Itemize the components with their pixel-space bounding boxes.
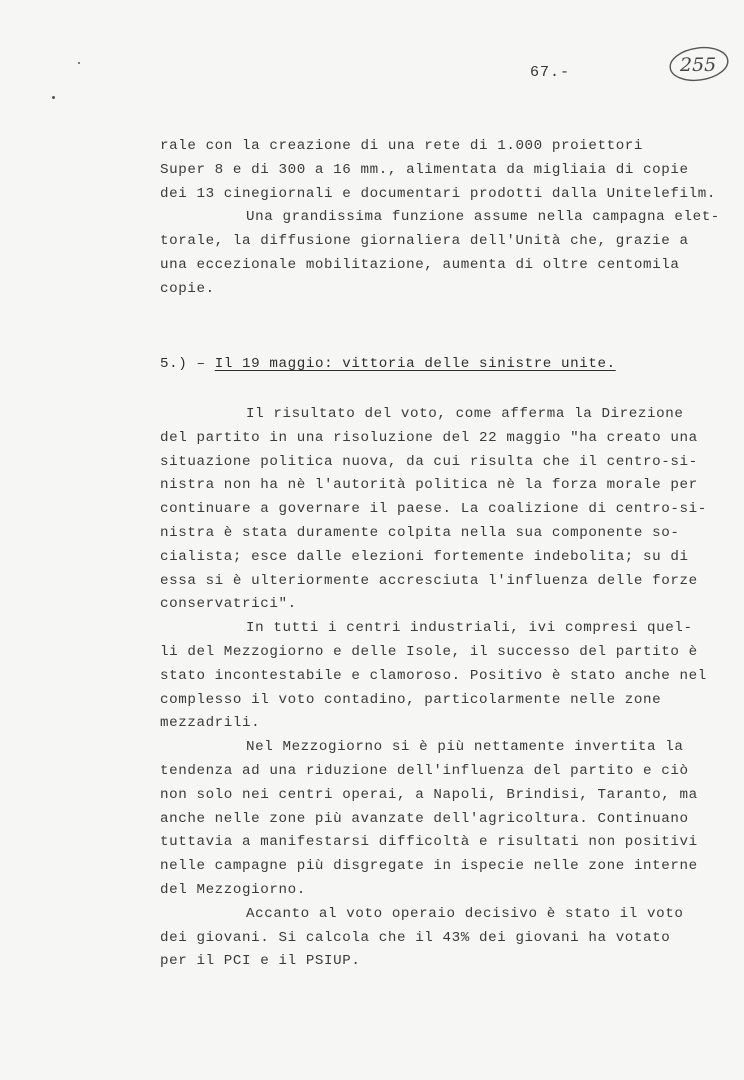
text-line: nelle campagne più disgregate in ispecie nelle zone interne — [160, 858, 698, 875]
paragraph — [160, 403, 707, 617]
text-line: torale, la diffusione giornaliera dell'Unità che, grazie a — [160, 233, 689, 250]
paragraph — [160, 736, 698, 903]
text-line: Una grandissima funzione assume nella campagna elet- — [246, 209, 720, 226]
paragraph — [160, 903, 684, 974]
text-line: stato incontestabile e clamoroso. Positivo è stato anche nel — [160, 667, 707, 684]
text-line: nistra non ha nè l'autorità politica nè la forza morale per — [160, 477, 698, 494]
text-line: nistra è stata duramente colpita nella sua componente so- — [160, 524, 680, 541]
text-line: mezzadrili. — [160, 715, 261, 732]
intro-text — [160, 135, 720, 302]
text-line: conservatrici". — [160, 596, 297, 613]
archive-stamp — [666, 44, 730, 84]
section-body — [160, 403, 707, 974]
paragraph — [160, 617, 707, 736]
text-line: tuttavia a manifestarsi difficoltà e risultati non positivi — [160, 834, 698, 851]
text-line: del Mezzogiorno. — [160, 881, 306, 898]
section-number: 5.) – — [160, 356, 206, 372]
text-line: Nel Mezzogiorno si è più nettamente invertita la — [246, 739, 684, 756]
text-line: Il risultato del voto, come afferma la Direzione — [246, 406, 684, 422]
page-number: 67.- — [530, 64, 571, 81]
text-line: copie. — [160, 280, 215, 297]
scan-speck — [78, 62, 80, 64]
section-heading — [160, 356, 616, 372]
scan-speck — [52, 96, 55, 99]
section-title: Il 19 maggio: vittoria delle sinistre unite. — [214, 356, 616, 372]
text-line: dei 13 cinegiornali e documentari prodotti dalla Unitelefilm. — [160, 185, 716, 202]
text-line: anche nelle zone più avanzate dell'agricoltura. Continuano — [160, 810, 689, 827]
stamp-number: 255 — [680, 54, 717, 76]
text-line: non solo nei centri operai, a Napoli, Brindisi, Taranto, ma — [160, 786, 698, 803]
text-line: continuare a governare il paese. La coalizione di centro-si- — [160, 501, 707, 518]
stamp-oval-icon — [666, 44, 730, 84]
text-line: cialista; esce dalle elezioni fortemente indebolita; su di — [160, 548, 689, 565]
text-line: Accanto al voto operaio decisivo è stato il voto — [246, 905, 684, 922]
text-line: dei giovani. Si calcola che il 43% dei giovani ha votato — [160, 929, 671, 946]
text-line: In tutti i centri industriali, ivi compresi quel- — [246, 620, 693, 637]
text-line: complesso il voto contadino, particolarmente nelle zone — [160, 691, 662, 708]
text-line: Super 8 e di 300 a 16 mm., alimentata da migliaia di copie — [160, 161, 689, 178]
text-line: situazione politica nuova, da cui risulta che il centro-si- — [160, 453, 698, 470]
text-line: essa si è ulteriormente accresciuta l'influenza delle forze — [160, 572, 698, 589]
text-line: una eccezionale mobilitazione, aumenta di oltre centomila — [160, 256, 680, 273]
text-line: rale con la creazione di una rete di 1.000 proiettori — [160, 138, 644, 154]
text-line: del partito in una risoluzione del 22 maggio "ha creato una — [160, 429, 698, 446]
text-line: li del Mezzogiorno e delle Isole, il successo del partito è — [160, 643, 698, 660]
text-line: per il PCI e il PSIUP. — [160, 953, 361, 970]
text-line: tendenza ad una riduzione dell'influenza del partito e ciò — [160, 762, 689, 779]
